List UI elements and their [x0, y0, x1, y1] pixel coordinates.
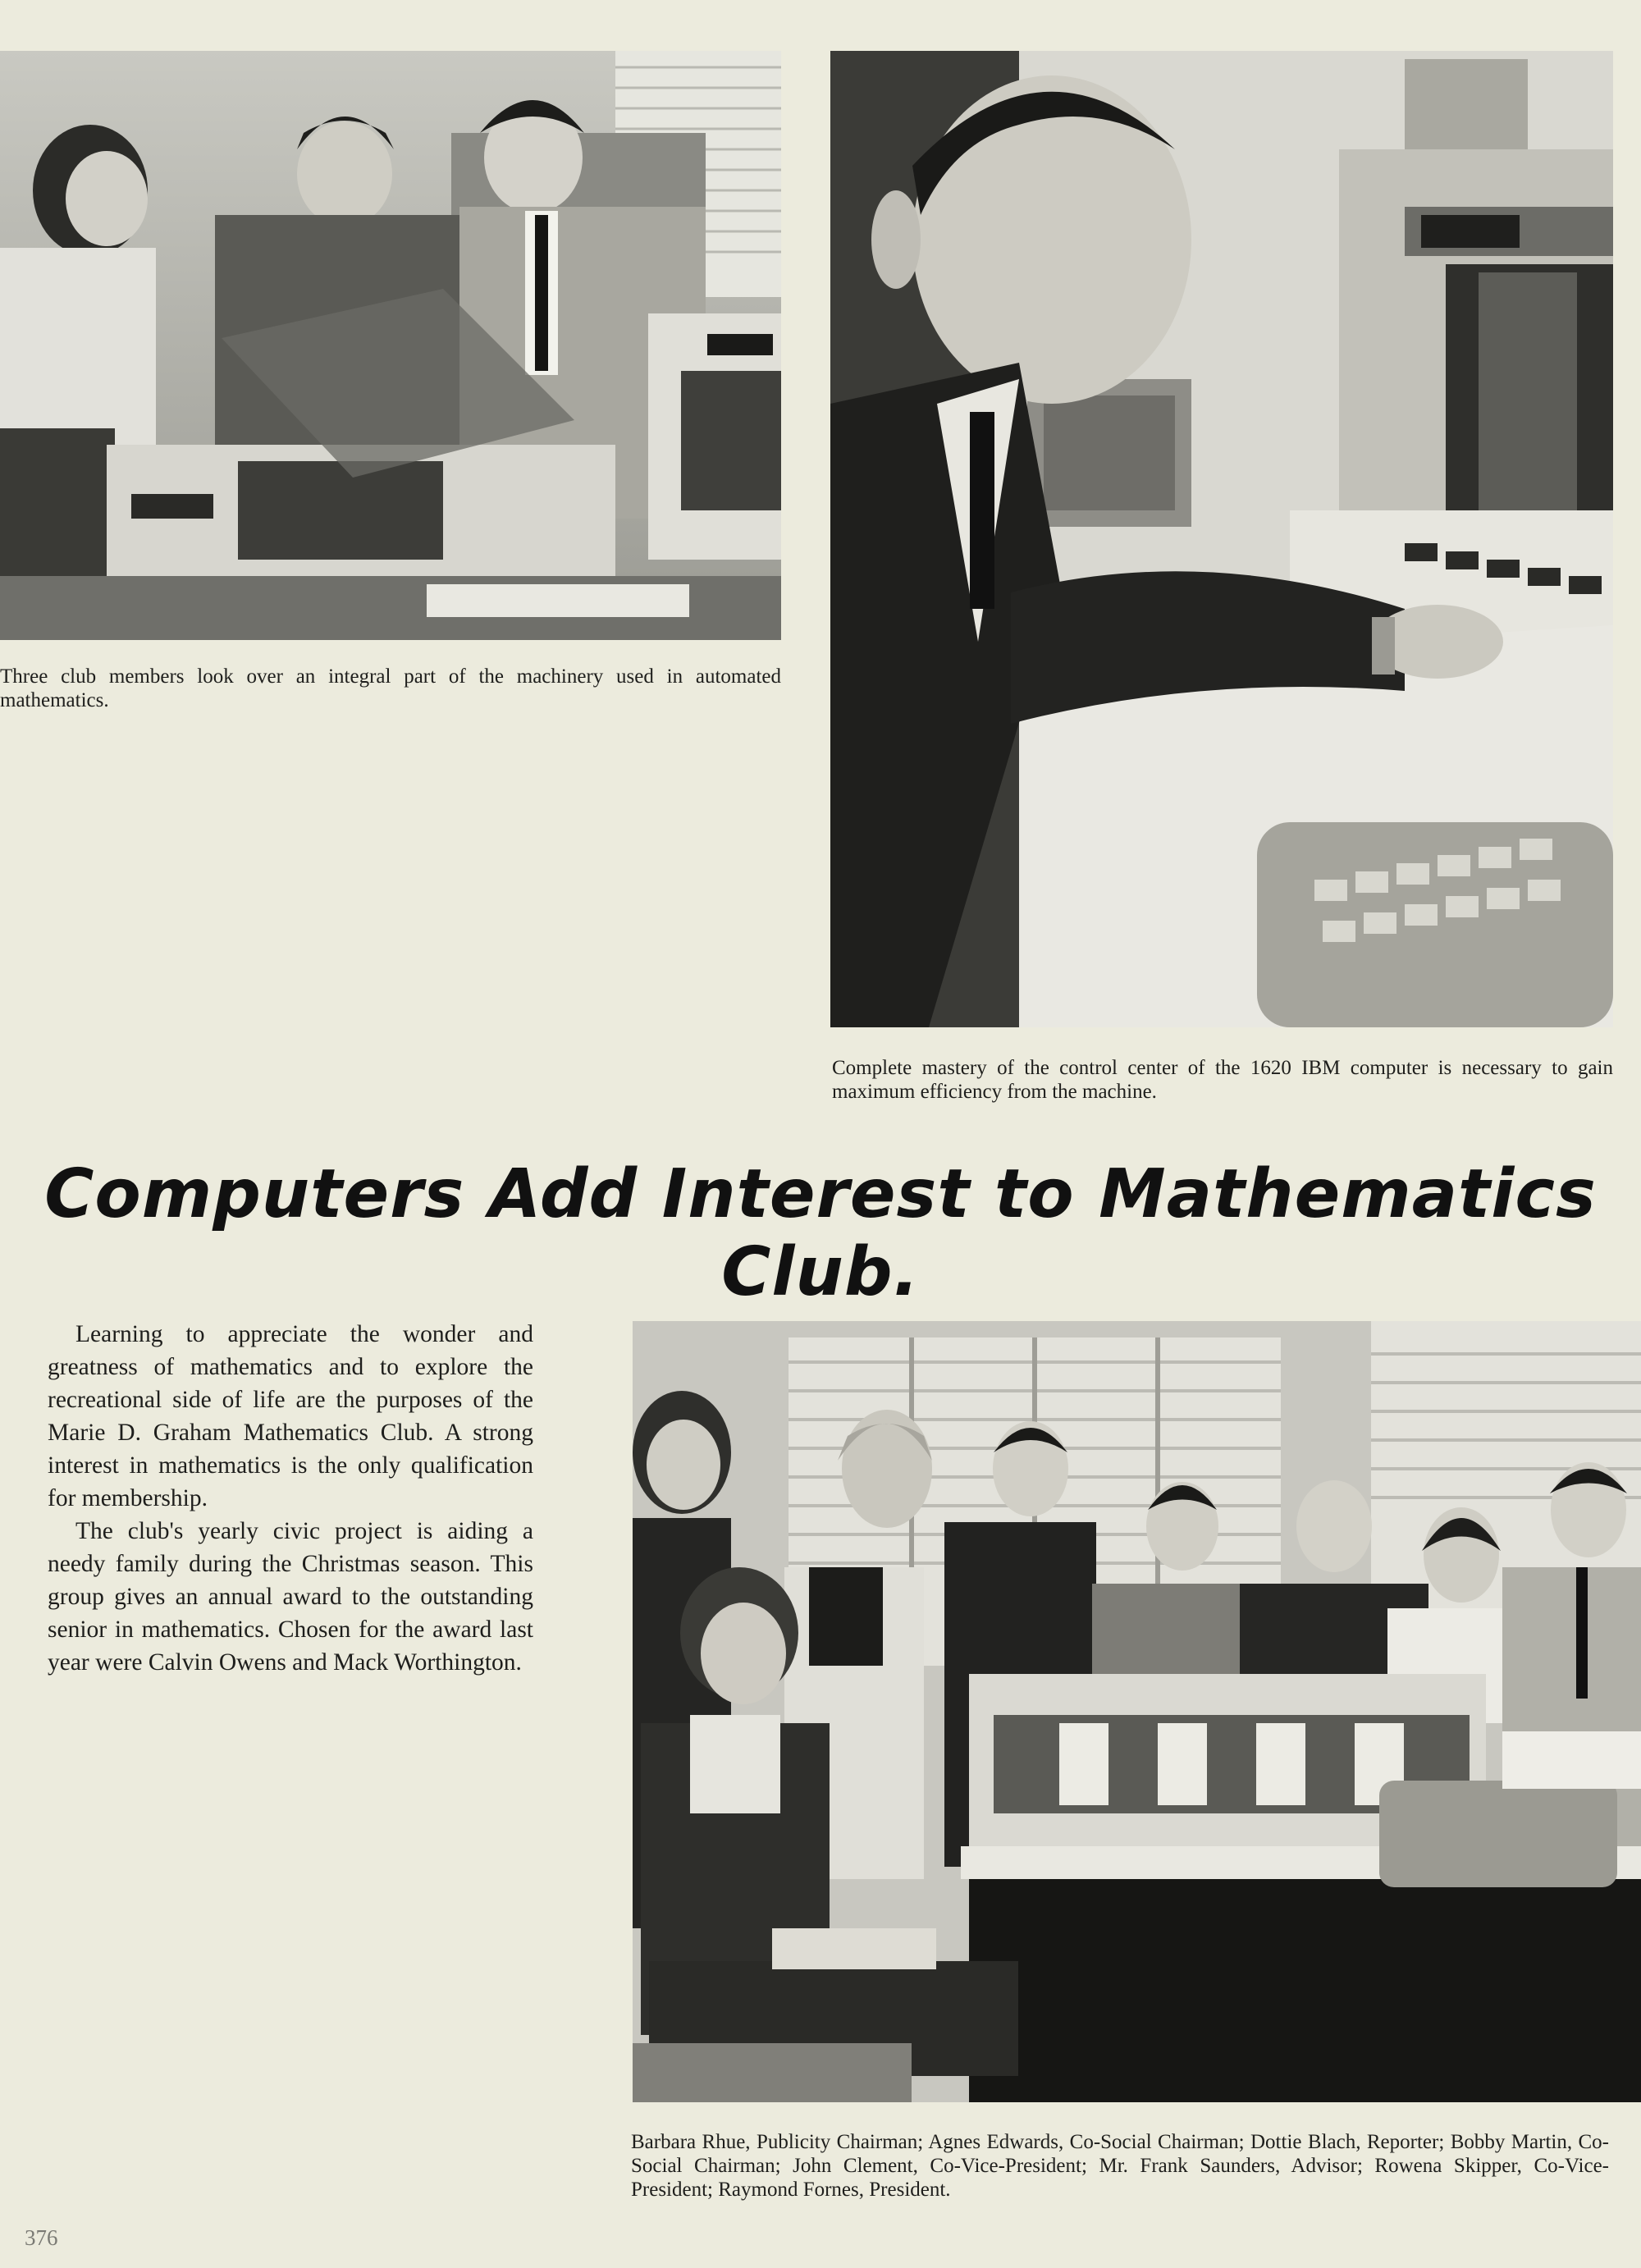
body-paragraph: Learning to appreciate the wonder and greatness of mathematics and to explore the recreational side of life are the purposes of the Marie D. Graham Mathematics Club. A strong interest in mathematics is the only qualification for membership.: [48, 1321, 533, 1511]
page-title: Computers Add Interest to Mathematics Club.: [44, 1155, 1597, 1311]
page-number: 376: [25, 2225, 58, 2250]
caption-top-right: Complete mastery of the control center of the 1620 IBM computer is necessary to gain maximum efficiency from the machine.: [832, 1057, 1613, 1103]
article-body: [48, 1318, 533, 1679]
caption-bottom: Barbara Rhue, Publicity Chairman; Agnes Edwards, Co-Social Chairman; Dottie Blach, Reporter; Bobby Martin, Co-Social Chairman; John Clement, Co-Vice-President; Mr. Frank Saunders, Advisor; Rowena Skipper, Co-Vice-President; Raymond Fornes, President.: [631, 2131, 1609, 2201]
photo-club-members-machinery: [0, 51, 781, 640]
caption-top-left: Three club members look over an integral part of the machinery used in automated mathematics.: [0, 665, 781, 711]
photo-ibm-1620-console-operator: [830, 51, 1613, 1027]
photo-club-officers-group: [633, 1321, 1641, 2102]
body-paragraph: The club's yearly civic project is aiding a needy family during the Christmas season. This group gives an annual award to the outstanding senior in mathematics. Chosen for the award last year were Calvin Owens and Mack Worthington.: [48, 1518, 533, 1676]
